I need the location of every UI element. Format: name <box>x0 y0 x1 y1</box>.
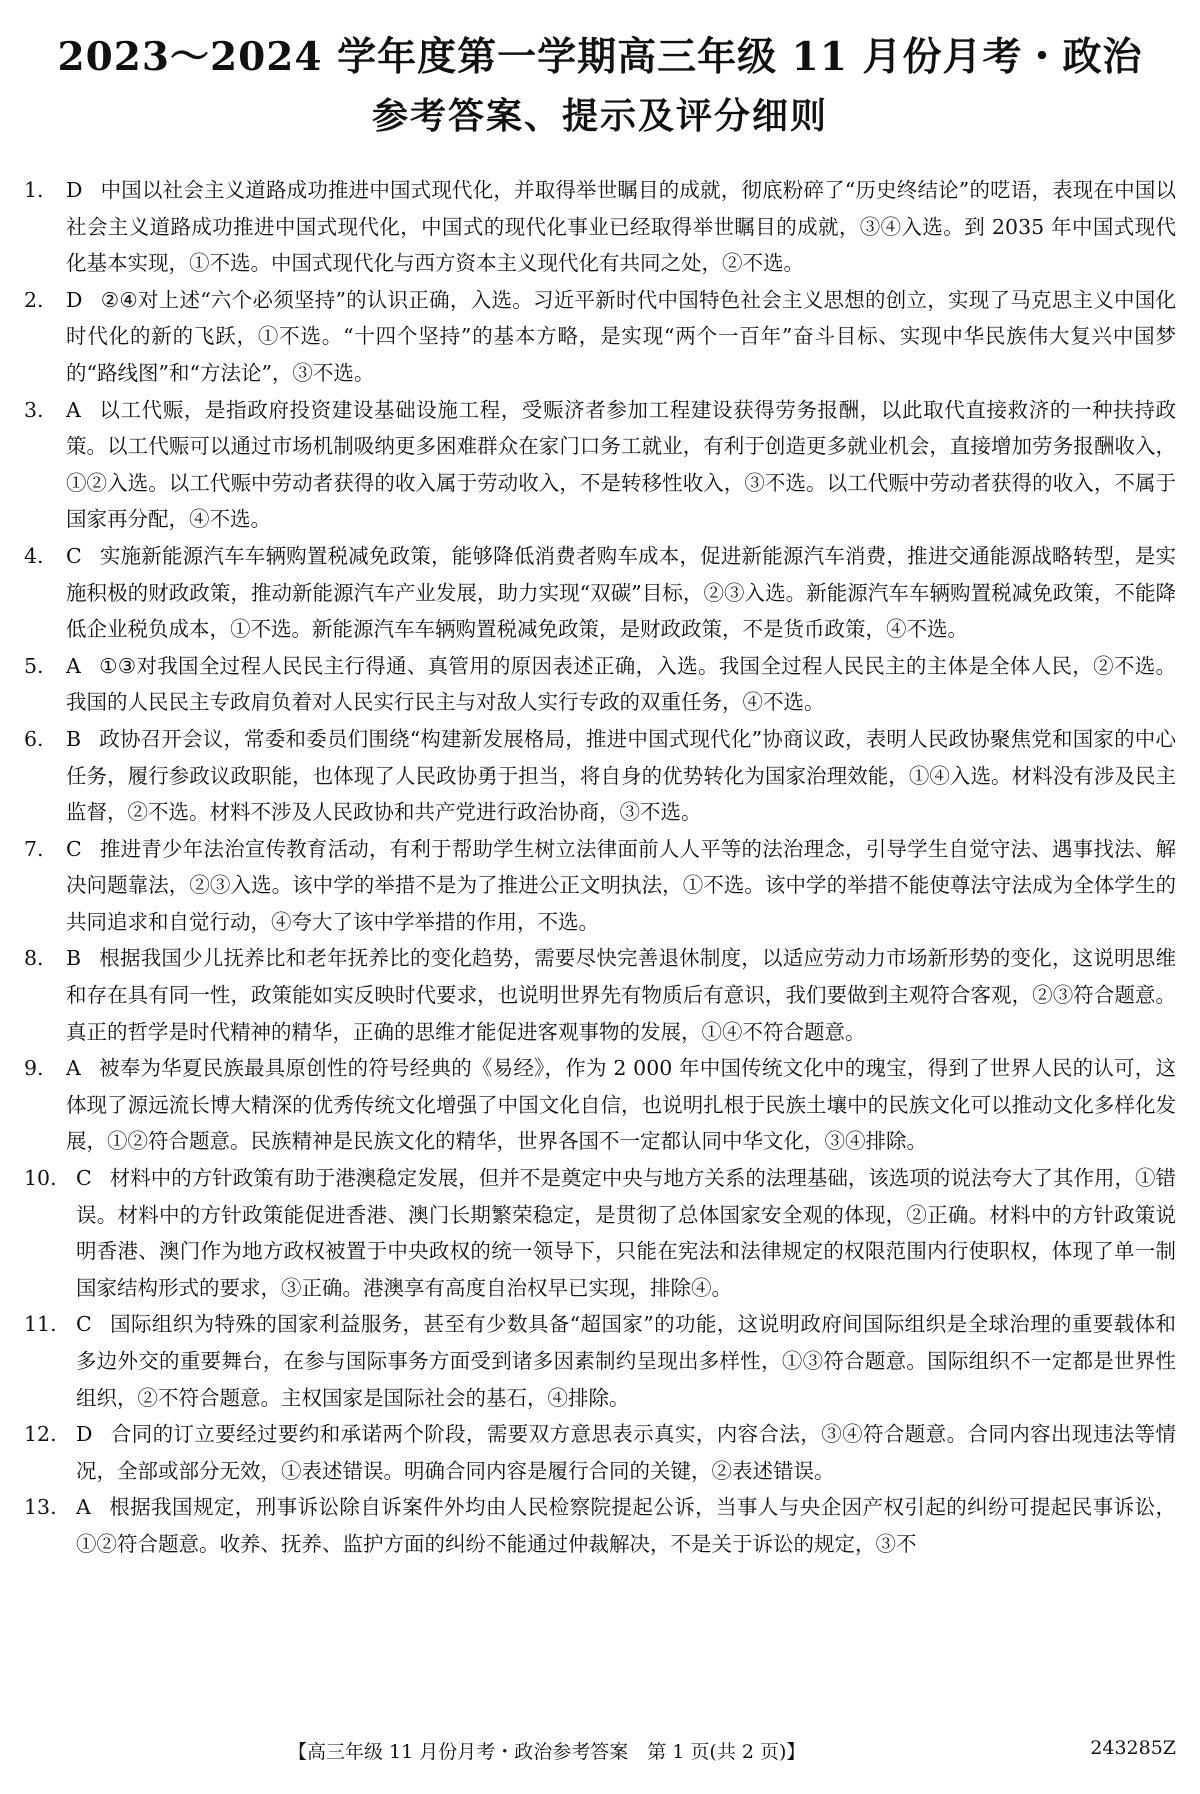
answer-letter: B <box>66 726 82 751</box>
answer-letter: D <box>66 287 83 312</box>
answer-item-11 <box>24 1306 1176 1416</box>
answer-explanation: 政协召开会议，常委和委员们围绕“构建新发展格局，推进中国式现代化”协商议政，表明人民政协聚焦党和国家的中心任务，履行参政议政职能，也体现了人民政协勇于担当，将自身的优势转化为国家治理效能，①④入选。材料没有涉及民主监督，②不选。材料不涉及人民政协和共产党进行政治协商，③不选。 <box>66 726 1176 825</box>
question-number: 2. <box>24 287 44 312</box>
answer-item-4 <box>24 538 1176 648</box>
answer-explanation: ①③对我国全过程人民民主行得通、真管用的原因表述正确，入选。我国全过程人民民主的主体是全体人民，②不选。我国的人民民主专政肩负着对人民实行民主与对敌人实行专政的双重任务，④不选。 <box>66 653 1176 715</box>
answer-letter: C <box>76 1312 92 1337</box>
page-subtitle: 参考答案、提示及评分细则 <box>371 95 828 137</box>
answer-letter: A <box>66 653 81 678</box>
question-number: 5. <box>24 653 44 678</box>
answer-explanation: 国际组织为特殊的国家利益服务，甚至有少数具备“超国家”的功能，这说明政府间国际组织是全球治理的重要载体和多边外交的重要舞台，在参与国际事务方面受到诸多因素制约呈现出多样性，①③符合题意。国际组织不一定都是世界性组织，②不符合题意。主权国家是国际社会的基石，④排除。 <box>76 1312 1176 1410</box>
answer-letter: C <box>66 543 82 568</box>
answer-letter: C <box>76 1166 92 1191</box>
answer-explanation: 实施新能源汽车车辆购置税减免政策，能够降低消费者购车成本，促进新能源汽车消费，推进交通能源战略转型，是实施积极的财政政策，推动新能源汽车产业发展，助力实现“双碳”目标，②③入选。新能源汽车车辆购置税减免政策，不能降低企业税负成本，①不选。新能源汽车车辆购置税减免政策，是财政政策，不是货币政策，④不选。 <box>66 543 1176 642</box>
answer-explanation: 合同的订立要经过要约和承诺两个阶段，需要双方意思表示真实，内容合法，③④符合题意。合同内容出现违法等情况，全部或部分无效，①表述错误。明确合同内容是履行合同的关键，②表述错误。 <box>76 1422 1176 1483</box>
answer-letter: D <box>76 1422 93 1447</box>
answer-item-12 <box>24 1416 1176 1489</box>
footer-doc-code: 243285Z <box>1090 1737 1176 1759</box>
question-number: 10. <box>24 1166 57 1191</box>
footer-page-label: 【高三年级 11 月份月考・政治参考答案 第 1 页(共 2 页)】 <box>288 1741 806 1763</box>
answer-explanation: 中国以社会主义道路成功推进中国式现代化，并取得举世瞩目的成就，彻底粉碎了“历史终结论”的呓语，表现在中国以社会主义道路成功推进中国式现代化，中国式的现代化事业已经取得举世瞩目的成就，③④入选。到 2035 年中国式现代化基本实现，①不选。中国式现代化与西方资本主义现代化有共同之处，②不选。 <box>66 178 1176 276</box>
answer-letter: C <box>66 836 82 861</box>
page-footer <box>0 1737 1200 1769</box>
question-number: 13. <box>24 1495 57 1520</box>
question-number: 3. <box>24 397 44 422</box>
answer-item-9 <box>24 1050 1176 1160</box>
answer-item-2 <box>24 282 1176 392</box>
question-number: 4. <box>24 543 44 568</box>
answer-item-1 <box>24 172 1176 282</box>
question-number: 6. <box>24 726 44 751</box>
answer-letter: A <box>66 397 81 422</box>
question-number: 12. <box>24 1422 57 1447</box>
question-number: 1. <box>24 178 44 202</box>
answer-explanation: ②④对上述“六个必须坚持”的认识正确，入选。习近平新时代中国特色社会主义思想的创立，实现了马克思主义中国化时代化的新的飞跃，①不选。“十四个坚持”的基本方略，是实现“两个一百年”奋斗目标、实现中华民族伟大复兴中国梦的“路线图”和“方法论”，③不选。 <box>66 287 1176 385</box>
answer-item-3 <box>24 392 1176 538</box>
answer-explanation: 推进青少年法治宣传教育活动，有利于帮助学生树立法律面前人人平等的法治理念，引导学生自觉守法、遇事找法、解决问题靠法，②③入选。该中学的举措不是为了推进公正文明执法，①不选。该中学的举措不能使尊法守法成为全体学生的共同追求和自觉行动，④夸大了该中学举措的作用，不选。 <box>66 836 1176 934</box>
question-number: 11. <box>24 1312 57 1337</box>
question-number: 7. <box>24 836 44 861</box>
question-number: 9. <box>24 1056 44 1081</box>
answer-explanation: 材料中的方针政策有助于港澳稳定发展，但并不是奠定中央与地方关系的法理基础，该选项的说法夸大了其作用，①错误。材料中的方针政策能促进香港、澳门长期繁荣稳定，是贯彻了总体国家安全观的体现，②正确。材料中的方针政策说明香港、澳门作为地方政权被置于中央政权的统一领导下，只能在宪法和法律规定的权限范围内行使职权，体现了单一制国家结构形式的要求，③正确。港澳享有高度自治权早已实现，排除④。 <box>76 1166 1176 1300</box>
answer-item-7 <box>24 831 1176 941</box>
question-number: 8. <box>24 946 44 971</box>
answer-explanation: 根据我国规定，刑事诉讼除自诉案件外均由人民检察院提起公诉，当事人与央企因产权引起的纠纷可提起民事诉讼，①②符合题意。收养、抚养、监护方面的纠纷不能通过仲裁解决，不是关于诉讼的规定，③不 <box>76 1495 1176 1556</box>
answer-item-6 <box>24 721 1176 831</box>
answer-item-5 <box>24 648 1176 721</box>
answer-explanation: 以工代赈，是指政府投资建设基础设施工程，受赈济者参加工程建设获得劳务报酬，以此取代直接救济的一种扶持政策。以工代赈可以通过市场机制吸纳更多困难群众在家门口务工就业，有利于创造更多就业机会，直接增加劳务报酬收入，①②入选。以工代赈中劳动者获得的收入属于劳动收入，不是转移性收入，③不选。以工代赈中劳动者获得的收入，不属于国家再分配，④不选。 <box>66 397 1176 532</box>
answer-letter: A <box>76 1495 91 1520</box>
answer-item-13 <box>24 1489 1176 1562</box>
answer-letter: B <box>66 946 82 971</box>
answer-explanation: 根据我国少儿抚养比和老年抚养比的变化趋势，需要尽快完善退休制度，以适应劳动力市场新形势的变化，这说明思维和存在具有同一性，政策能如实反映时代要求，也说明世界先有物质后有意识，我们要做到主观符合客观，②③符合题意。真正的哲学是时代精神的精华，正确的思维才能促进客观事物的发展，①④不符合题意。 <box>66 946 1176 1044</box>
answer-item-8 <box>24 940 1176 1050</box>
answer-list <box>24 172 1176 1563</box>
answer-item-10 <box>24 1160 1176 1306</box>
answer-explanation: 被奉为华夏民族最具原创性的符号经典的《易经》，作为 2 000 年中国传统文化中的瑰宝，得到了世界人民的认可，这体现了源远流长博大精深的优秀传统文化增强了中国文化自信，也说明扎根于民族土壤中的民族文化可以推动文化多样化发展，①②符合题意。民族精神是民族文化的精华，世界各国不一定都认同中华文化，③④排除。 <box>66 1056 1176 1154</box>
answer-letter: D <box>66 178 83 202</box>
answer-letter: A <box>66 1056 81 1081</box>
page-title: 2023～2024 学年度第一学期高三年级 11 月份月考・政治 <box>57 34 1143 80</box>
